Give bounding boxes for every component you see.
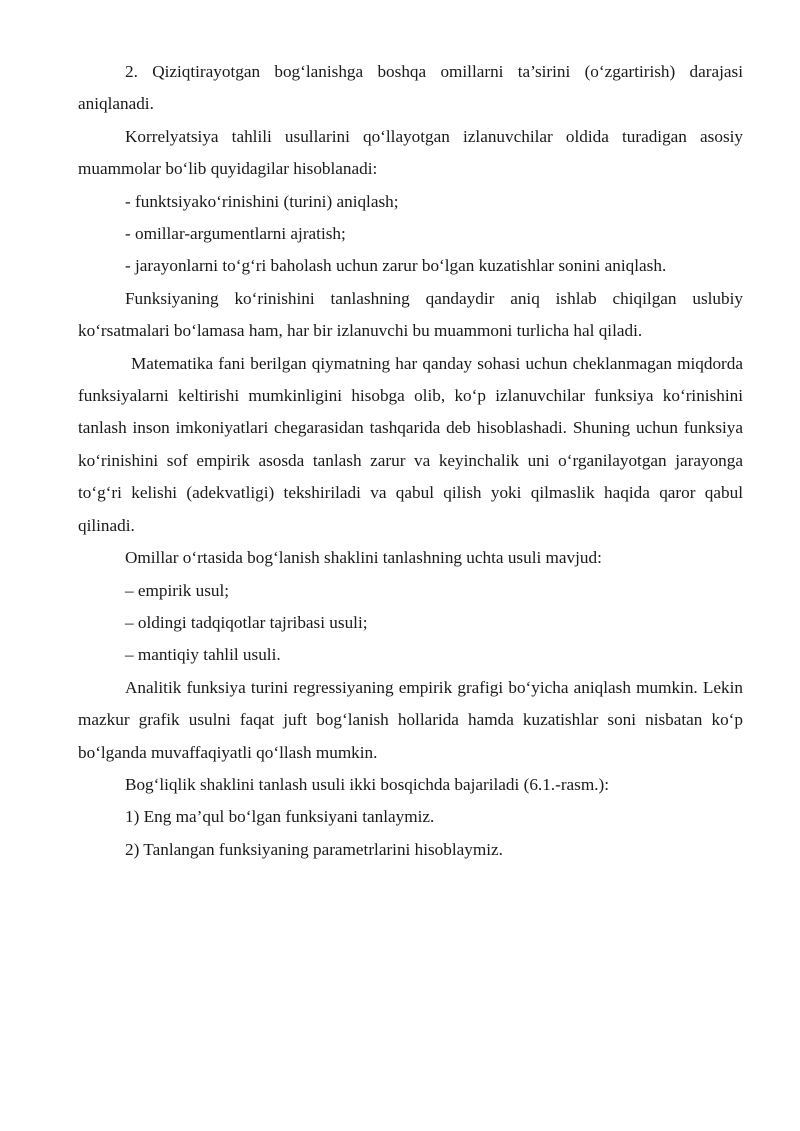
paragraph-correlation-problems: Korrelyatsiya tahlili usullarini qo‘llayotgan izlanuvchilar oldida turadigan asosiy muammolar bo‘lib quyidagilar hisoblanadi: [78, 126, 743, 179]
paragraph-influence-degree: 2. Qiziqtirayotgan bog‘lanishga boshqa omillarni ta’sirini (o‘zgartirish) darajasi aniqlanadi. [78, 62, 743, 114]
list-item-function-form: - funktsiyako‘rinishini (turini) aniqlash; [125, 191, 399, 211]
list-item-factor-separation: - omillar-argumentlarni ajratish; [125, 224, 346, 244]
list-item-prior-research-method: – oldingi tadqiqotlar tajribasi usuli; [125, 612, 368, 632]
paragraph-three-methods: Omillar o‘rtasida bog‘lanish shaklini tanlashning uchta usuli mavjud: [125, 548, 602, 568]
paragraph-function-choice: Funksiyaning ko‘rinishini tanlashning qandaydir aniq ishlab chiqilgan uslubiy ko‘rsatmalari bo‘lamasa ham, har bir izlanuvchi bu muammoni turlicha hal qiladi. [78, 288, 743, 341]
document-page [78, 56, 743, 866]
list-item-stage-one: 1) Eng ma’qul bo‘lgan funksiyani tanlaymiz. [125, 807, 435, 827]
list-item-logical-analysis-method: – mantiqiy tahlil usuli. [125, 645, 281, 665]
paragraph-analytic-function: Analitik funksiya turini regressiyaning empirik grafigi bo‘yicha aniqlash mumkin. Lekin mazkur grafik usulni faqat juft bog‘lanish hollarida hamda kuzatishlar soni nisbatan ko‘p bo‘lganda muvaffaqiyatli qo‘llash mumkin. [78, 677, 743, 762]
paragraph-two-stages: Bog‘liqlik shaklini tanlash usuli ikki bosqichda bajariladi (6.1.-rasm.): [125, 774, 610, 794]
list-item-empirical-method: – empirik usul; [125, 580, 230, 600]
paragraph-mathematics: Matematika fani berilgan qiymatning har qanday sohasi uchun cheklanmagan miqdorda funksiyalarni keltirishi mumkinligini hisobga olib, ko‘p izlanuvchilar funksiya ko‘rinishini tanlash inson imkoniyatlari chegarasidan tashqarida deb hisoblashadi. Shuning uchun funksiya ko‘rinishini sof empirik asosda tanlash zarur va keyinchalik uni o‘rganilayotgan jarayonga to‘g‘ri kelishi (adekvatligi) tekshiriladi va qabul qilish yoki qilmaslik haqida qaror qabul qilinadi. [78, 353, 743, 535]
list-item-stage-two: 2) Tanlangan funksiyaning parametrlarini hisoblaymiz. [125, 839, 503, 859]
list-item-observation-count: - jarayonlarni to‘g‘ri baholash uchun zarur bo‘lgan kuzatishlar sonini aniqlash. [125, 256, 667, 276]
